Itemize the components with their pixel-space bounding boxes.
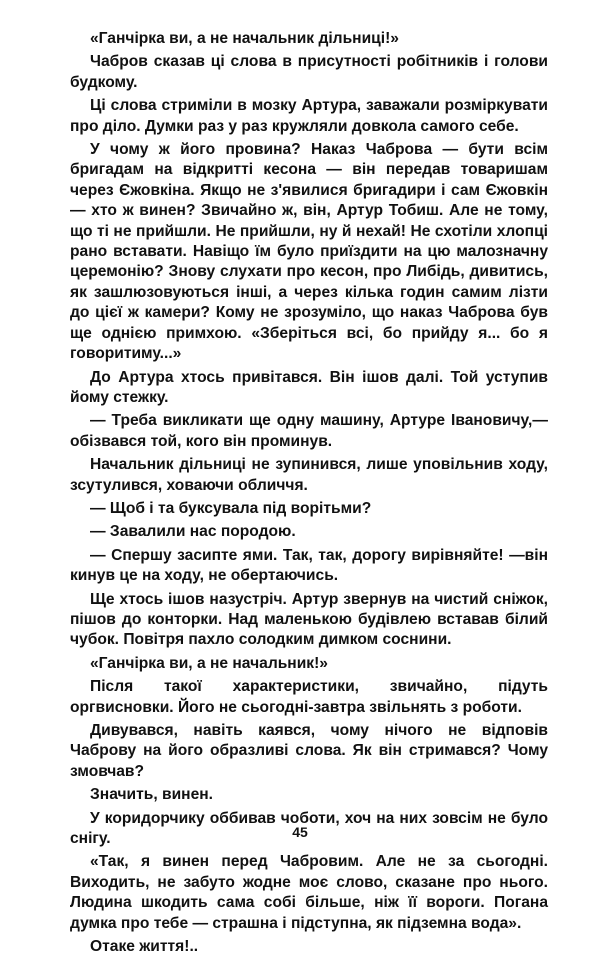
paragraph: — Спершу засипте ями. Так, так, дорогу вирівняйте! —він кинув це на ходу, не обертаючись.	[70, 546, 548, 585]
text-body	[70, 29, 548, 957]
paragraph: Отаке життя!..	[90, 938, 199, 956]
paragraph: — Завалили нас породою.	[90, 523, 296, 541]
paragraph: Ще хтось ішов назустріч. Артур звернув на чистий сніжок, пішов до конторки. Над маленькою будівлею вставав білий чубок. Повітря пахло солодким димком соснини.	[70, 590, 548, 649]
paragraph: У чому ж його провина? Наказ Чаброва — бути всім бригадам на відкритті кесона — він передав товаришам через Єжовкіна. Якщо не з'явилися бригадири і сам Єжовкін — хто ж винен? Звичайно ж, він, Артур Тобиш. Але не тому, що ті не прийшли. Не прийшли, ну й нехай! Не схотіли хлопці рано вставати. Навіщо їм було приїздити на цю малозначну церемонію? Знову слухати про кесон, про Либідь, дивитись, як зашлюзовуються інші, а через кілька годин самим лізти до цієї ж камери? Кому не зрозуміло, що наказ Чаброва був ще однією примхою. «Зберіться всі, бо прийду я... бо я говоритиму...»	[70, 141, 548, 363]
paragraph: Після такої характеристики, звичайно, підуть оргвисновки. Його не сьогодні-завтра звільнять з роботи.	[70, 678, 548, 716]
paragraph: Чабров сказав ці слова в присутності робітників і голови будкому.	[70, 53, 548, 91]
paragraph: Значить, винен.	[90, 786, 214, 804]
page-number: 45	[292, 824, 308, 840]
paragraph: «Так, я винен перед Чабровим. Але не за сьогодні. Виходить, не забуто жодне моє слово, сказане про нього. Людина шкодить сама собі більше, ніж її вороги. Погана думка про тебе — страшна і підступна, як підземна вода».	[70, 853, 548, 932]
paragraph: «Ганчірка ви, а не начальник дільниці!»	[90, 30, 399, 47]
paragraph: Дивувався, навіть каявся, чому нічого не відповів Чаброву на його образливі слова. Як він стримався? Чому змовчав?	[70, 722, 548, 780]
paragraph: — Треба викликати ще одну машину, Артуре Івановичу,— обізвався той, кого він проминув.	[70, 412, 548, 450]
paragraph: Начальник дільниці не зупинився, лише уповільнив ходу, зсутулився, ховаючи обличчя.	[70, 456, 548, 494]
paragraph: Ці слова стриміли в мозку Артура, заважали розміркувати про діло. Думки раз у раз кружляли довкола самого себе.	[70, 97, 548, 135]
paragraph: — Щоб і та буксувала під ворітьми?	[90, 499, 372, 517]
paragraph: У коридорчику оббивав чоботи, хоч на них зовсім не було снігу.	[70, 809, 548, 848]
paragraph: «Ганчірка ви, а не начальник!»	[90, 654, 328, 672]
paragraph: До Артура хтось привітався. Він ішов далі. Той уступив йому стежку.	[70, 368, 548, 406]
